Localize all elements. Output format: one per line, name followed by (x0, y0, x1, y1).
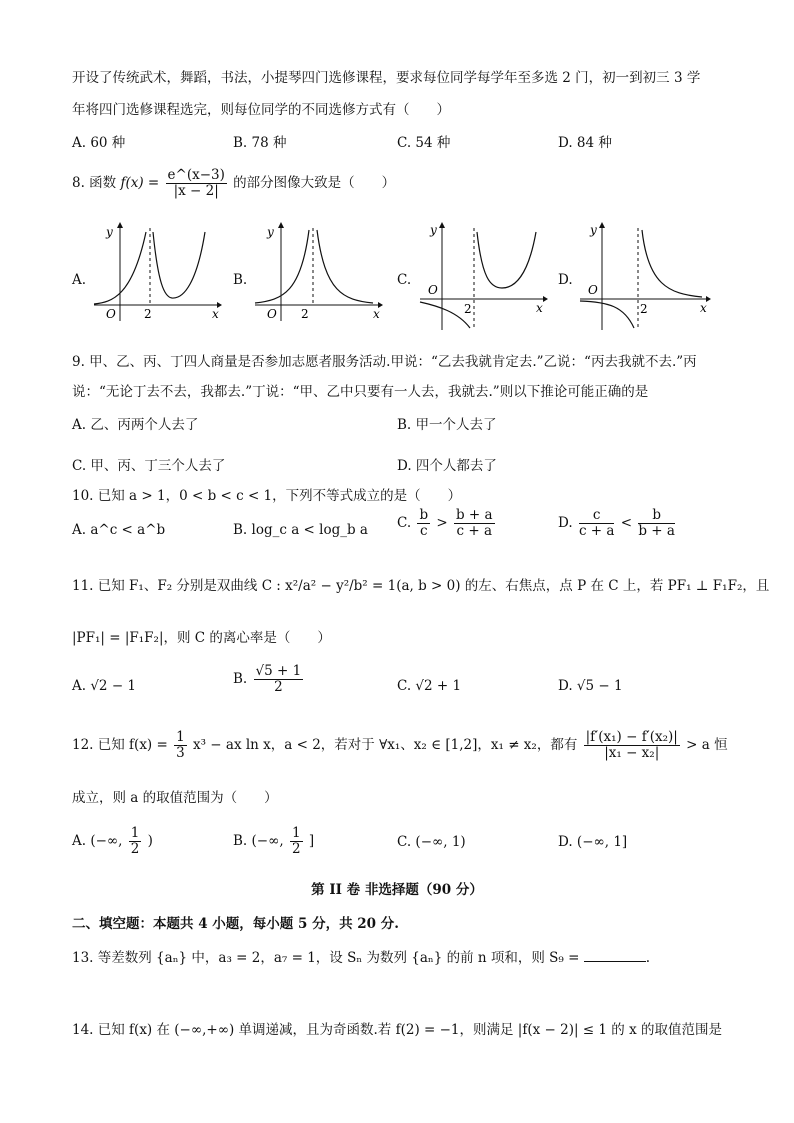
q9-option-c: C. 甲、丙、丁三个人去了 (72, 458, 226, 474)
q10-option-d: D. $\frac{c}{c + a}$ < $\frac{b}{b + a}$ (558, 507, 675, 539)
q8-graph-c-y: y (430, 223, 437, 237)
q11-option-c: C. √2 + 1 (397, 678, 462, 694)
q12-option-a: A. (−∞, $\frac{1}{2}$ ) (72, 825, 153, 857)
q10-stem: 10. 已知 a > 1，0 < b < c < 1，下列不等式成立的是（ ） (72, 488, 462, 504)
q8-graph-a (92, 222, 222, 322)
q8-option-b: B. (233, 272, 248, 288)
q9-line2: 说：“无论丁去不去，我都去.”丁说：“甲、乙中只要有一人去，我就去.”则以下推论可能正确的是 (72, 384, 649, 400)
q8-option-a: A. (72, 272, 87, 288)
q8-func: f(x) = (120, 175, 160, 191)
q12-option-b: B. (−∞, $\frac{1}{2}$ ] (233, 825, 315, 857)
q8-option-d: D. (558, 272, 573, 288)
q14-stem: 14. 已知 f(x) 在 (−∞,+∞) 单调递减，且为奇函数.若 f(2) = −1，则满足 |f(x − 2)| ≤ 1 的 x 的取值范围是 (72, 1022, 722, 1038)
q8-graph-c-x: x (536, 301, 543, 315)
q12-option-c: C. (−∞, 1) (397, 834, 466, 850)
q12-option-d: D. (−∞, 1] (558, 834, 628, 850)
q8-graph-b-two: 2 (301, 307, 309, 321)
q8-graph-d-origin: O (588, 283, 598, 297)
section-part2: 二、填空题：本题共 4 小题，每小题 5 分，共 20 分. (72, 916, 399, 932)
q10-option-a: A. a^c < a^b (72, 522, 166, 538)
q9-option-b: B. 甲一个人去了 (397, 417, 497, 433)
q11-option-a: A. √2 − 1 (72, 678, 137, 694)
q10-option-c: C. $\frac{b}{c}$ > $\frac{b + a}{c + a}$ (397, 507, 493, 539)
q11-line2: |PF₁| = |F₁F₂|，则 C 的离心率是（ ） (72, 630, 331, 646)
q8-graph-b-y: y (267, 225, 274, 239)
q8-option-c: C. (397, 272, 412, 288)
q8-graph-a-y: y (106, 225, 113, 239)
q7-option-a: A. 60 种 (72, 135, 126, 151)
q12-line2: 成立，则 a 的取值范围为（ ） (72, 790, 278, 806)
q8-graph-b-x: x (373, 307, 380, 321)
q7-option-b: B. 78 种 (233, 135, 287, 151)
q8-graph-a-origin: O (106, 307, 116, 321)
q9-option-a: A. 乙、丙两个人去了 (72, 417, 199, 433)
q8-graph-c-two: 2 (464, 302, 472, 316)
q9-line1: 9. 甲、乙、丙、丁四人商量是否参加志愿者服务活动.甲说：“乙去我就肯定去.”乙说：“丙去我就不去.”丙 (72, 354, 697, 370)
q11-option-b: B. $\frac{√5 + 1}{2}$ (233, 663, 302, 695)
q8-graph-d-two: 2 (640, 302, 648, 316)
section-title: 第 II 卷 非选择题（90 分） (311, 882, 483, 898)
q10-option-b: B. log_c a < log_b a (233, 522, 368, 538)
q8-graph-c (418, 222, 548, 332)
q8-graph-d-y: y (590, 223, 597, 237)
q8-graph-c-origin: O (428, 283, 438, 297)
q8-graph-a-two: 2 (144, 307, 152, 321)
q11-option-d: D. √5 − 1 (558, 678, 623, 694)
q11-stem: 11. 已知 F₁、F₂ 分别是双曲线 C : x²/a² − y²/b² = 1(a, b > 0) 的左、右焦点，点 P 在 C 上，若 PF₁ ⊥ F₁F₂，且 (72, 578, 770, 594)
q8-graph-a-x: x (212, 307, 219, 321)
q8-fraction: $\frac{e\^{}(x-3)}{|x - 2|}$ (167, 167, 225, 199)
q8-graph-d (578, 222, 713, 332)
q8-graph-b (253, 222, 383, 322)
q12-stem: 12. 已知 f(x) = $\frac{1}{3}$ x³ − ax ln x，a < 2，若对于 ∀x₁、x₂ ∈ [1,2]，x₁ ≠ x₂，都有 $\frac{\text{|f′(x₁) − f′(x₂)|}}{\text{|x₁ − x₂|}}$ > a 恒 (72, 729, 728, 761)
q8-graph-b-origin: O (267, 307, 277, 321)
q8-graph-d-x: x (700, 301, 707, 315)
q7-line1: 开设了传统武术，舞蹈，书法，小提琴四门选修课程，要求每位同学每学年至多选 2 门，初一到初三 3 学 (72, 70, 701, 86)
q9-option-d: D. 四个人都去了 (397, 458, 497, 474)
q7-option-d: D. 84 种 (558, 135, 612, 151)
q13-stem: 13. 等差数列 {aₙ} 中，a₃ = 2，a₇ = 1，设 Sₙ 为数列 {aₙ} 的前 n 项和，则 S₉ = . (72, 950, 651, 966)
q8-stem: 8. 函数 f(x) = $\frac{e\^{}(x-3)}{|x - 2|}$ 的部分图像大致是（ ） (72, 167, 396, 199)
q7-option-c: C. 54 种 (397, 135, 451, 151)
q7-line2: 年将四门选修课程选完，则每位同学的不同选修方式有（ ） (72, 102, 450, 118)
q13-answer-blank[interactable] (584, 951, 646, 962)
